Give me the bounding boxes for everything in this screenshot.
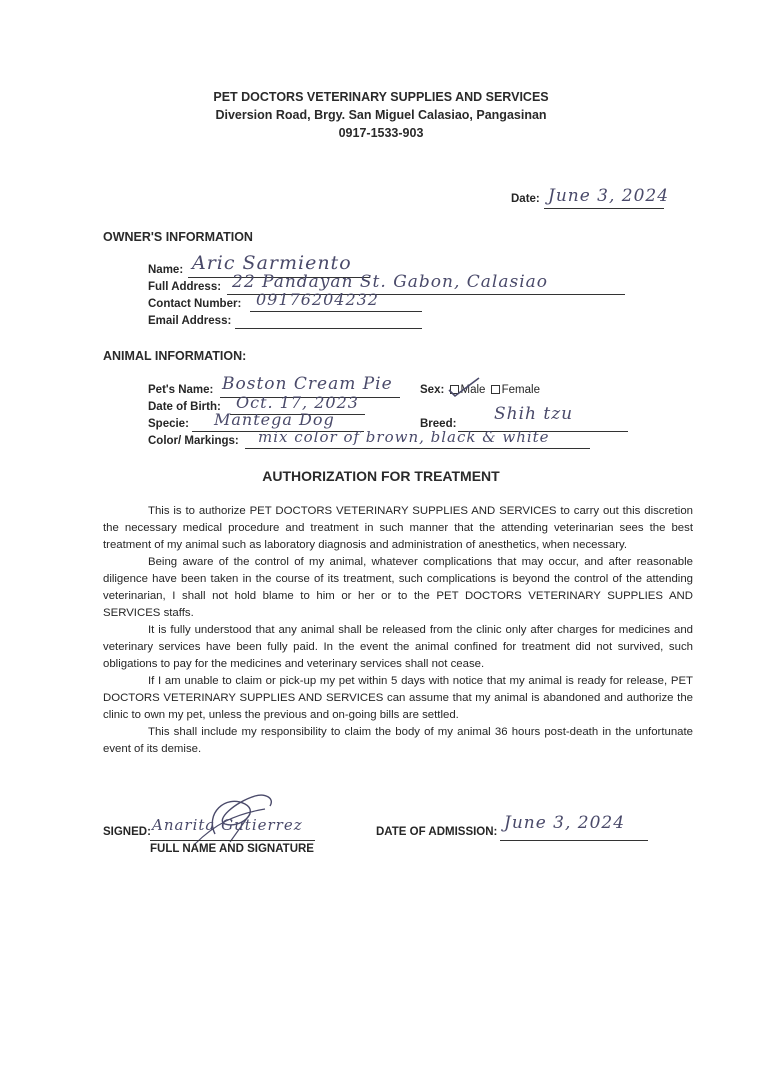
authorization-paragraph: It is fully understood that any animal shall be released from the clinic only after charges for medicines and veterinary services have been fully paid. In the event the animal confined for treatment did not survived, such obligations to pay for the medicines and veterinary services shall not cease. [103, 624, 693, 670]
signed-line [150, 840, 315, 841]
owner-contact-line [250, 311, 422, 312]
signed-label: SIGNED: [103, 826, 151, 838]
male-label: Male [460, 384, 486, 396]
sex-label: Sex: [420, 384, 445, 396]
color-label: Color/ Markings: [148, 435, 239, 447]
color-line [245, 448, 590, 449]
signed-value: Anarita Gutierrez [152, 816, 303, 834]
owner-contact-label: Contact Number: [148, 298, 242, 310]
breed-value: Shih tzu [494, 404, 574, 424]
authorization-body [103, 503, 693, 758]
owner-email-line [235, 328, 422, 329]
color-value: mix color of brown, black & white [258, 428, 550, 446]
admission-line [500, 840, 648, 841]
owner-name-value: Aric Sarmiento [192, 252, 352, 274]
breed-label: Breed: [420, 418, 457, 430]
admission-label: DATE OF ADMISSION: [376, 826, 498, 838]
authorization-paragraph: This shall include my responsibility to claim the body of my animal 36 hours post-death in the unfortunate event of its demise. [103, 726, 693, 755]
authorization-paragraph: Being aware of the control of my animal, whatever complications that may occur, and after reasonable diligence have been taken in the course of its treatment, such complications is beyond the control of the attending veterinarian, I shall not hold blame to him or her or to the PET DOCTORS VETERINARY SUPPLIES AND SERVICES staffs. [103, 556, 693, 619]
male-check-mark-icon [445, 374, 485, 400]
owner-address-value: 22 Pandayan St. Gabon, Calasiao [232, 272, 549, 292]
female-label: Female [501, 384, 540, 396]
company-address: Diversion Road, Brgy. San Miguel Calasiao, Pangasinan [215, 108, 547, 122]
owner-section-title: OWNER'S INFORMATION [103, 230, 253, 244]
date-line [544, 208, 664, 209]
owner-contact-value: 09176204232 [256, 290, 379, 309]
dob-value: Oct. 17, 2023 [236, 393, 359, 412]
specie-value: Mantega Dog [214, 410, 335, 429]
pet-name-label: Pet's Name: [148, 384, 214, 396]
owner-name-label: Name: [148, 264, 184, 276]
admission-value: June 3, 2024 [504, 813, 626, 833]
pet-name-value: Boston Cream Pie [222, 374, 393, 394]
signature-sublabel: FULL NAME AND SIGNATURE [150, 843, 314, 855]
animal-section-title: ANIMAL INFORMATION: [103, 349, 247, 363]
authorization-paragraph: This is to authorize PET DOCTORS VETERINARY SUPPLIES AND SERVICES to carry out this discretion the necessary medical procedure and treatment in such manner that the attending veterinarian sees the best treatment of my animal such as laboratory diagnosis and administration of anesthetics, when necessary. [103, 505, 693, 551]
date-label: Date: [511, 193, 540, 205]
specie-label: Specie: [148, 418, 189, 430]
authorization-paragraph: If I am unable to claim or pick-up my pet within 5 days with notice that my animal is ready for release, PET DOCTORS VETERINARY SUPPLIES AND SERVICES can assume that my animal is abandoned and authorize the clinic to own my pet, unless the previous and on-going bills are settled. [103, 675, 693, 721]
authorization-title: AUTHORIZATION FOR TREATMENT [262, 468, 500, 484]
date-value: June 3, 2024 [548, 186, 670, 206]
female-checkbox[interactable] [491, 385, 500, 394]
company-phone: 0917-1533-903 [338, 126, 424, 140]
company-name: PET DOCTORS VETERINARY SUPPLIES AND SERVICES [213, 90, 549, 104]
owner-email-label: Email Address: [148, 315, 232, 327]
dob-label: Date of Birth: [148, 401, 221, 413]
owner-address-label: Full Address: [148, 281, 222, 293]
